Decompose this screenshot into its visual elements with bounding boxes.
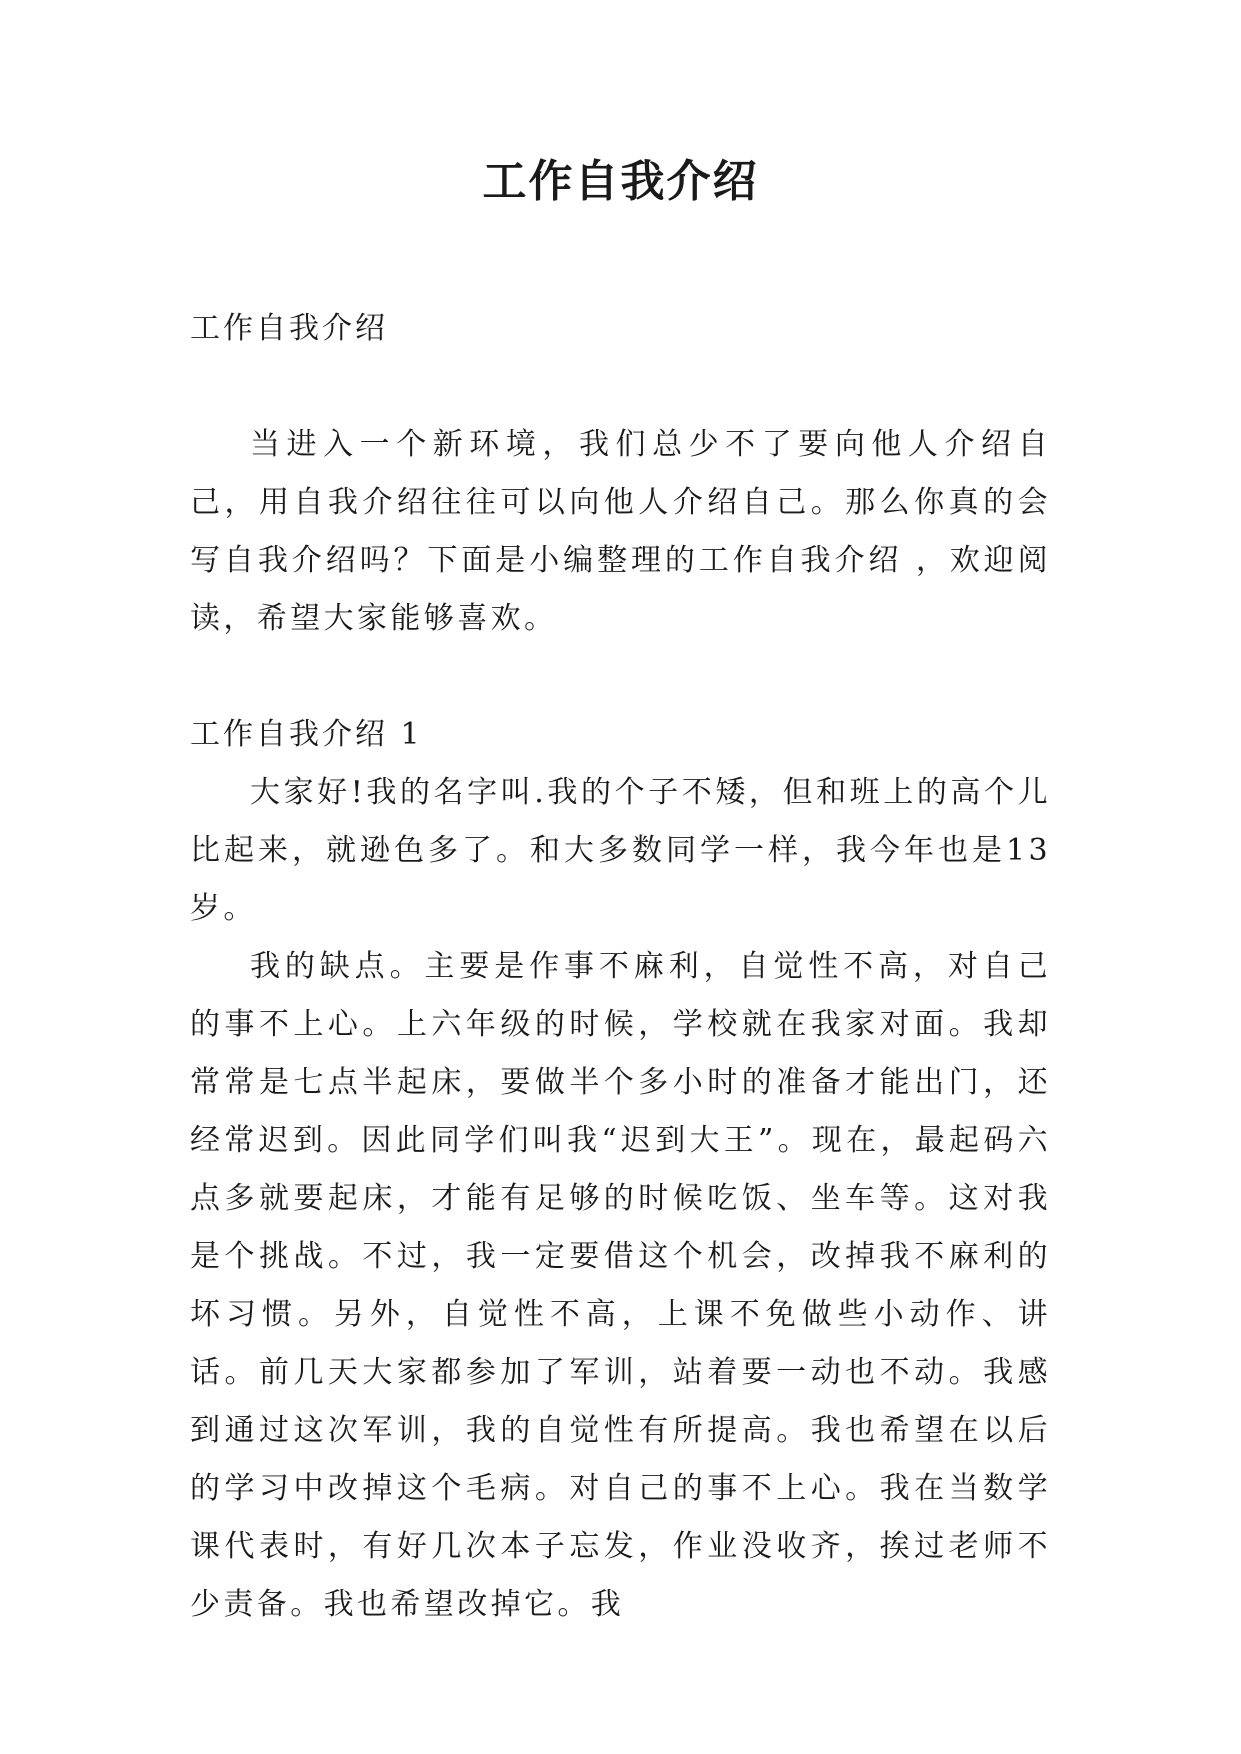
spacer [190, 648, 1051, 706]
document-subtitle: 工作自我介绍 [190, 311, 388, 346]
body-paragraph: 我的缺点。主要是作事不麻利，自觉性不高，对自己的事不上心。上六年级的时候，学校就在我家对面。我却常常是七点半起床，要做半个多小时的准备才能出门，还经常迟到。因此同学们叫我“迟到大王”。现在，最起码六点多就要起床，才能有足够的时候吃饭、坐车等。这对我是个挑战。不过，我一定要借这个机会，改掉我不麻利的坏习惯。另外，自觉性不高，上课不免做些小动作、讲话。前几天大家都参加了军训，站着要一动也不动。我感到通过这次军训，我的自觉性有所提高。我也希望在以后的学习中改掉这个毛病。对自己的事不上心。我在当数学课代表时，有好几次本子忘发，作业没收齐，挨过老师不少责备。我也希望改掉它。我 [190, 949, 1051, 1622]
spacer [190, 358, 1051, 416]
body-paragraph: 大家好!我的名字叫.我的个子不矮，但和班上的高个儿比起来，就逊色多了。和大多数同学一样，我今年也是13岁。 [190, 775, 1051, 926]
document-title: 工作自我介绍 [482, 156, 759, 207]
section-heading: 工作自我介绍 1 [190, 717, 423, 752]
intro-paragraph: 当进入一个新环境，我们总少不了要向他人介绍自己，用自我介绍往往可以向他人介绍自己。那么你真的会写自我介绍吗？下面是小编整理的工作自我介绍 ，欢迎阅读，希望大家能够喜欢。 [190, 427, 1051, 636]
